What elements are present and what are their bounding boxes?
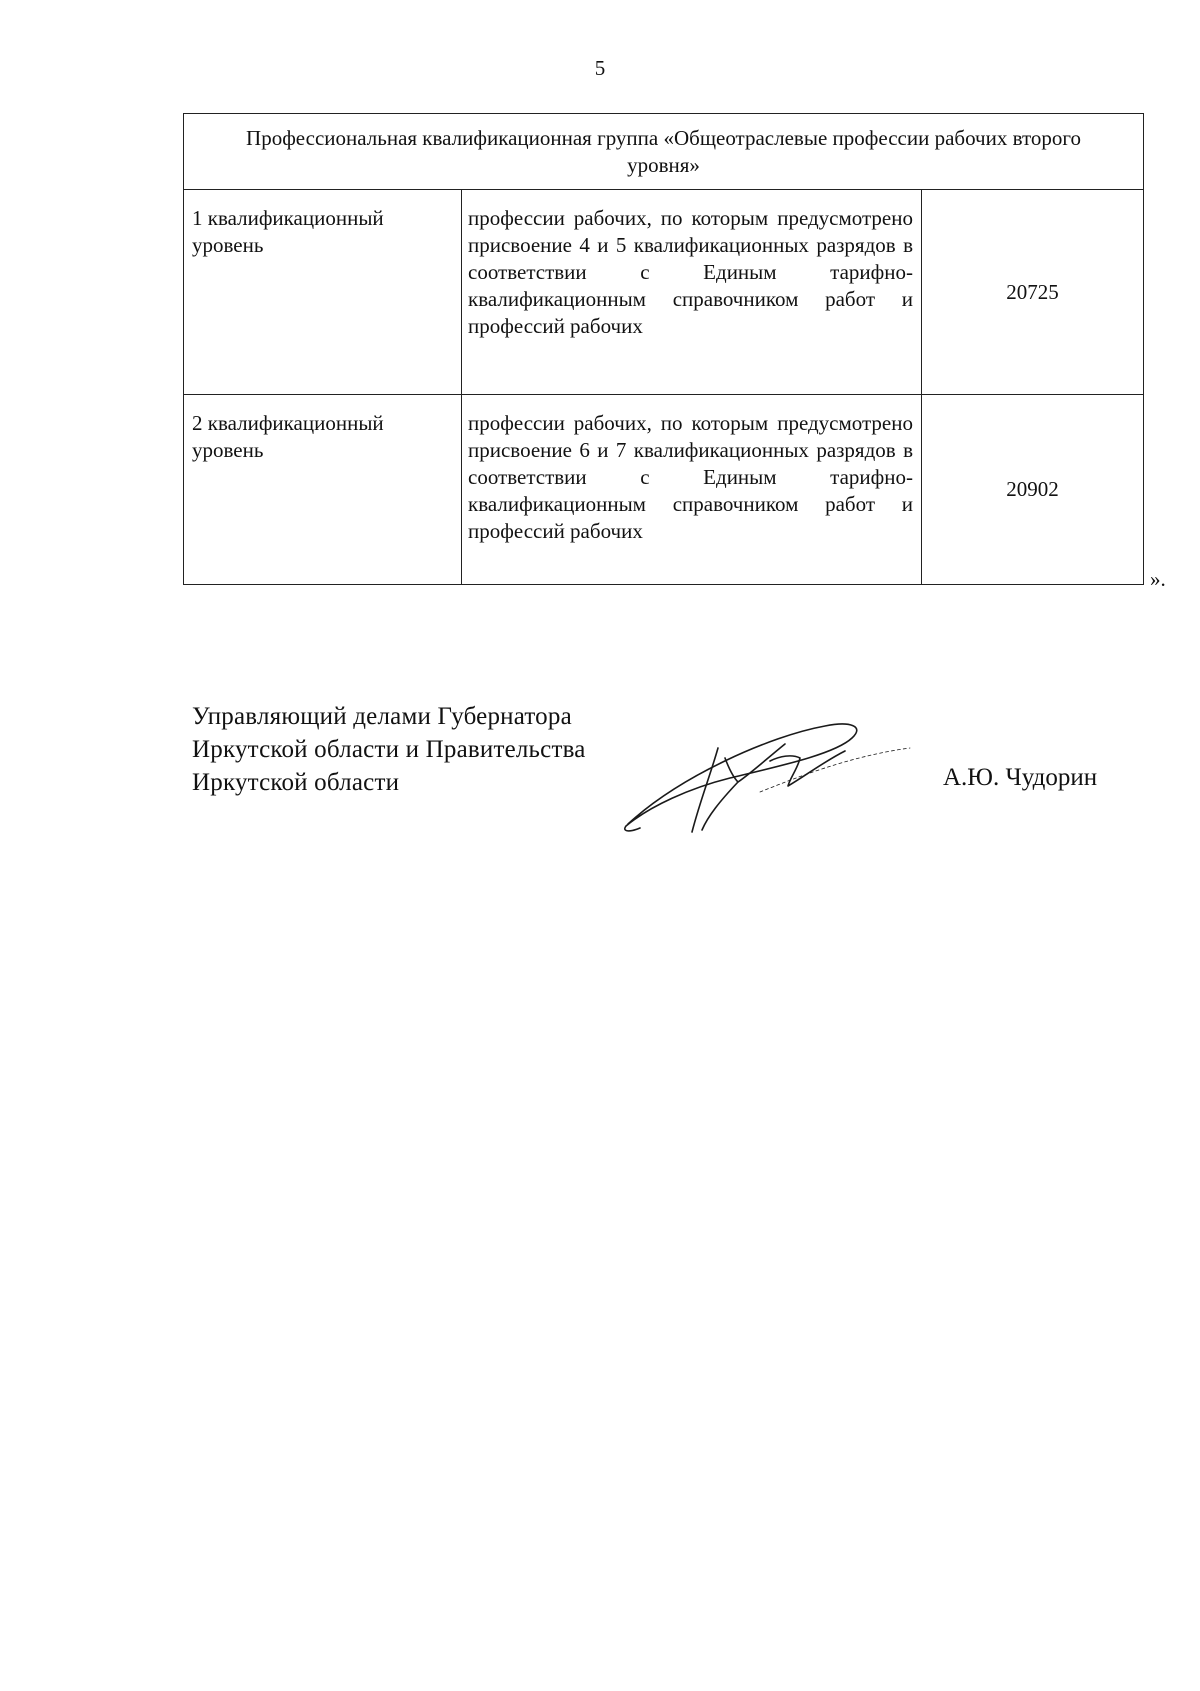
position-line: Иркутской области и Правительства bbox=[192, 736, 586, 763]
table-row bbox=[184, 190, 1144, 395]
group-header-cell: Профессиональная квалификационная группа «Общеотраслевые профессии рабочих второго уровня» bbox=[184, 114, 1144, 190]
table-row bbox=[184, 395, 1144, 585]
salary-value-cell: 20902 bbox=[922, 395, 1144, 585]
profession-description-cell: профессии рабочих, по которым предусмотрено присвоение 4 и 5 квалификационных разрядов в соответствии с Единым тарифно-квалификационным справочником работ и профессий рабочих bbox=[462, 190, 922, 395]
qualification-level-cell: 1 квалификационный уровень bbox=[184, 190, 462, 395]
closing-quote-mark: ». bbox=[1150, 567, 1166, 591]
table-header-row bbox=[184, 114, 1144, 190]
position-line: Иркутской области bbox=[192, 769, 400, 796]
signatory-position bbox=[192, 700, 586, 799]
salary-value-cell: 20725 bbox=[922, 190, 1144, 395]
profession-description-cell: профессии рабочих, по которым предусмотрено присвоение 6 и 7 квалификационных разрядов в соответствии с Единым тарифно-квалификационным справочником работ и профессий рабочих bbox=[462, 395, 922, 585]
page-number: 5 bbox=[594, 56, 606, 80]
signatory-name: А.Ю. Чудорин bbox=[943, 764, 1098, 791]
qualification-group-table bbox=[183, 113, 1144, 585]
position-line: Управляющий делами Губернатора bbox=[192, 703, 572, 730]
qualification-level-cell: 2 квалификационный уровень bbox=[184, 395, 462, 585]
handwritten-signature bbox=[620, 706, 920, 841]
